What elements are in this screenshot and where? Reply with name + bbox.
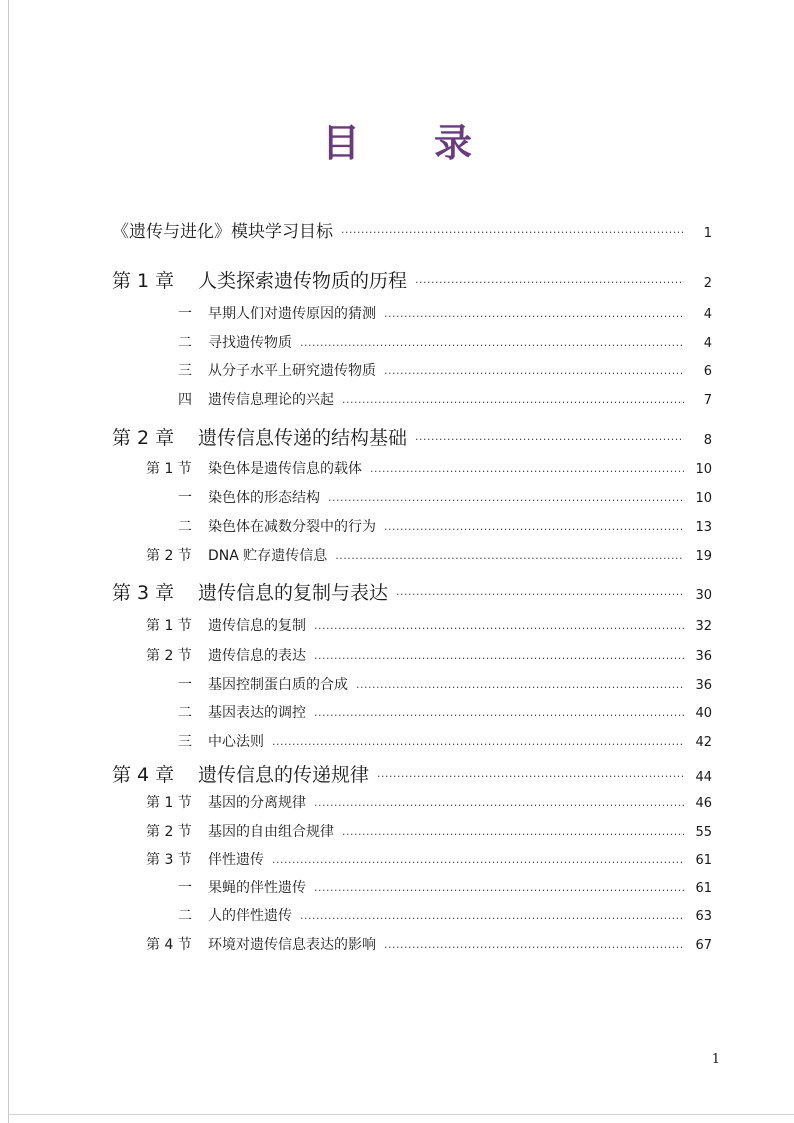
toc-entry-text: 遗传信息的复制: [208, 618, 306, 634]
toc-page-number: 36: [695, 678, 712, 693]
dot-leader: [415, 433, 684, 446]
toc-entry-text: 基因控制蛋白质的合成: [208, 677, 348, 693]
subsection-number: 四: [178, 392, 192, 408]
toc-entry-text: 遗传信息的表达: [208, 648, 306, 664]
dot-leader: [335, 552, 684, 565]
title-char-2: 录: [434, 120, 473, 165]
toc-page-number: 61: [695, 853, 712, 868]
toc-entry-subsection[interactable]: [178, 731, 712, 751]
dot-leader: [377, 770, 684, 783]
section-number: 第 1 节: [146, 618, 192, 634]
subsection-number: 一: [178, 306, 192, 322]
toc-entry-module-goals[interactable]: [112, 217, 712, 242]
dot-leader: [384, 367, 684, 380]
toc-page-number: 44: [695, 770, 712, 785]
toc-entry-subsection[interactable]: [178, 303, 712, 323]
toc-entry-section[interactable]: [146, 458, 712, 478]
dot-leader: [314, 709, 684, 722]
toc-entry-text: 从分子水平上研究遗传物质: [208, 363, 376, 379]
section-number: 第 2 节: [146, 648, 192, 664]
dot-leader: [314, 652, 684, 665]
toc-entry-text: 果蝇的伴性遗传: [208, 880, 306, 896]
toc-entry-chapter-2[interactable]: [112, 423, 712, 450]
dot-leader: [342, 396, 684, 409]
toc-entry-text: 遗传信息的传递规律: [198, 764, 370, 786]
toc-page-number: 19: [695, 549, 712, 564]
toc-entry-text: 人的伴性遗传: [208, 908, 292, 924]
dot-leader: [384, 941, 684, 954]
dot-leader: [384, 310, 684, 323]
toc-page-number: 13: [695, 520, 712, 535]
toc-page-number: 46: [695, 796, 712, 811]
toc-entry-section[interactable]: [146, 615, 712, 635]
title-char-1: 目: [321, 120, 360, 165]
toc-entry-chapter-4[interactable]: [112, 760, 712, 787]
page-edge-bottom: [8, 1114, 794, 1115]
toc-entry-subsection[interactable]: [178, 702, 712, 722]
subsection-number: 三: [178, 734, 192, 750]
toc-entry-section[interactable]: [146, 934, 712, 954]
toc-entry-chapter-3[interactable]: [112, 578, 712, 605]
toc-page-number: 6: [703, 364, 712, 379]
toc-page-number: 4: [703, 336, 712, 351]
toc-page-number: 40: [695, 706, 712, 721]
toc-entry-subsection[interactable]: [178, 877, 712, 897]
dot-leader: [314, 799, 684, 812]
dot-leader: [341, 226, 684, 239]
subsection-number: 一: [178, 880, 192, 896]
toc-page-number: 36: [695, 649, 712, 664]
dot-leader: [314, 622, 684, 635]
toc-page-number: 55: [695, 825, 712, 840]
toc-page-number: 8: [703, 433, 712, 448]
dot-leader: [342, 828, 684, 841]
section-number: 第 1 节: [146, 461, 192, 477]
section-number: 第 2 节: [146, 548, 192, 564]
toc-page-number: 61: [695, 881, 712, 896]
toc-entry-text: 基因的分离规律: [208, 795, 306, 811]
section-number: 第 4 节: [146, 937, 192, 953]
toc-entry-subsection[interactable]: [178, 516, 712, 536]
subsection-number: 二: [178, 519, 192, 535]
toc-page-number: 67: [695, 938, 712, 953]
toc-entry-subsection[interactable]: [178, 389, 712, 409]
toc-entry-subsection[interactable]: [178, 487, 712, 507]
toc-entry-section[interactable]: [146, 545, 712, 565]
dot-leader: [370, 465, 684, 478]
section-number: 第 2 节: [146, 824, 192, 840]
dot-leader: [272, 738, 684, 751]
toc-page-number: 2: [703, 276, 712, 291]
toc-entry-text: DNA 贮存遗传信息: [208, 548, 328, 564]
dot-leader: [300, 339, 684, 352]
toc-entry-text: 环境对遗传信息表达的影响: [208, 937, 376, 953]
section-number: 第 1 节: [146, 795, 192, 811]
toc-page-number: 7: [703, 393, 712, 408]
toc-entry-text: 遗传信息传递的结构基础: [198, 427, 408, 449]
subsection-number: 二: [178, 335, 192, 351]
dot-leader: [328, 494, 684, 507]
subsection-number: 一: [178, 490, 192, 506]
toc-entry-text: 遗传信息理论的兴起: [208, 392, 334, 408]
section-number: 第 3 节: [146, 852, 192, 868]
chapter-number: 第 3 章: [112, 582, 175, 604]
dot-leader: [300, 912, 684, 925]
toc-page-number: 32: [695, 619, 712, 634]
toc-entry-text: 基因表达的调控: [208, 705, 306, 721]
chapter-number: 第 2 章: [112, 427, 175, 449]
toc-page-number: 10: [695, 462, 712, 477]
toc-entry-text: 染色体在减数分裂中的行为: [208, 519, 376, 535]
page-title: [0, 112, 794, 167]
subsection-number: 一: [178, 677, 192, 693]
dot-leader: [272, 856, 684, 869]
dot-leader: [396, 588, 684, 601]
toc-entry-subsection[interactable]: [178, 360, 712, 380]
toc-entry-text: 中心法则: [208, 734, 264, 750]
dot-leader: [314, 884, 684, 897]
chapter-number: 第 4 章: [112, 764, 175, 786]
toc-page-number: 10: [695, 491, 712, 506]
toc-entry-text: 早期人们对遗传原因的猜测: [208, 306, 376, 322]
subsection-number: 二: [178, 908, 192, 924]
chapter-number: 第 1 章: [112, 270, 175, 292]
page-edge-left: [8, 0, 9, 1123]
toc-entry-section[interactable]: [146, 821, 712, 841]
toc-entry-text: 伴性遗传: [208, 852, 264, 868]
toc-entry-subsection[interactable]: [178, 674, 712, 694]
toc-entry-text: 遗传信息的复制与表达: [198, 582, 389, 604]
page-number-footer: 1: [711, 1052, 720, 1067]
toc-entry-section[interactable]: [146, 792, 712, 812]
toc-page-number: 1: [703, 226, 712, 241]
toc-page-number: 30: [695, 588, 712, 603]
subsection-number: 三: [178, 363, 192, 379]
toc-entry-text: 基因的自由组合规律: [208, 824, 334, 840]
dot-leader: [356, 681, 684, 694]
toc-entry-text: 《遗传与进化》模块学习目标: [112, 222, 333, 242]
toc-entry-text: 人类探索遗传物质的历程: [198, 270, 408, 292]
toc-page-number: 42: [695, 735, 712, 750]
dot-leader: [384, 523, 684, 536]
toc-entry-text: 寻找遗传物质: [208, 335, 292, 351]
toc-entry-text: 染色体的形态结构: [208, 490, 320, 506]
toc-page-number: 63: [695, 909, 712, 924]
toc-entry-subsection[interactable]: [178, 905, 712, 925]
toc-page-number: 4: [703, 307, 712, 322]
subsection-number: 二: [178, 705, 192, 721]
toc-entry-subsection[interactable]: [178, 332, 712, 352]
toc-entry-chapter-1[interactable]: [112, 266, 712, 293]
toc-entry-text: 染色体是遗传信息的载体: [208, 461, 362, 477]
toc-entry-section[interactable]: [146, 645, 712, 665]
dot-leader: [415, 276, 684, 289]
toc-entry-section[interactable]: [146, 849, 712, 869]
